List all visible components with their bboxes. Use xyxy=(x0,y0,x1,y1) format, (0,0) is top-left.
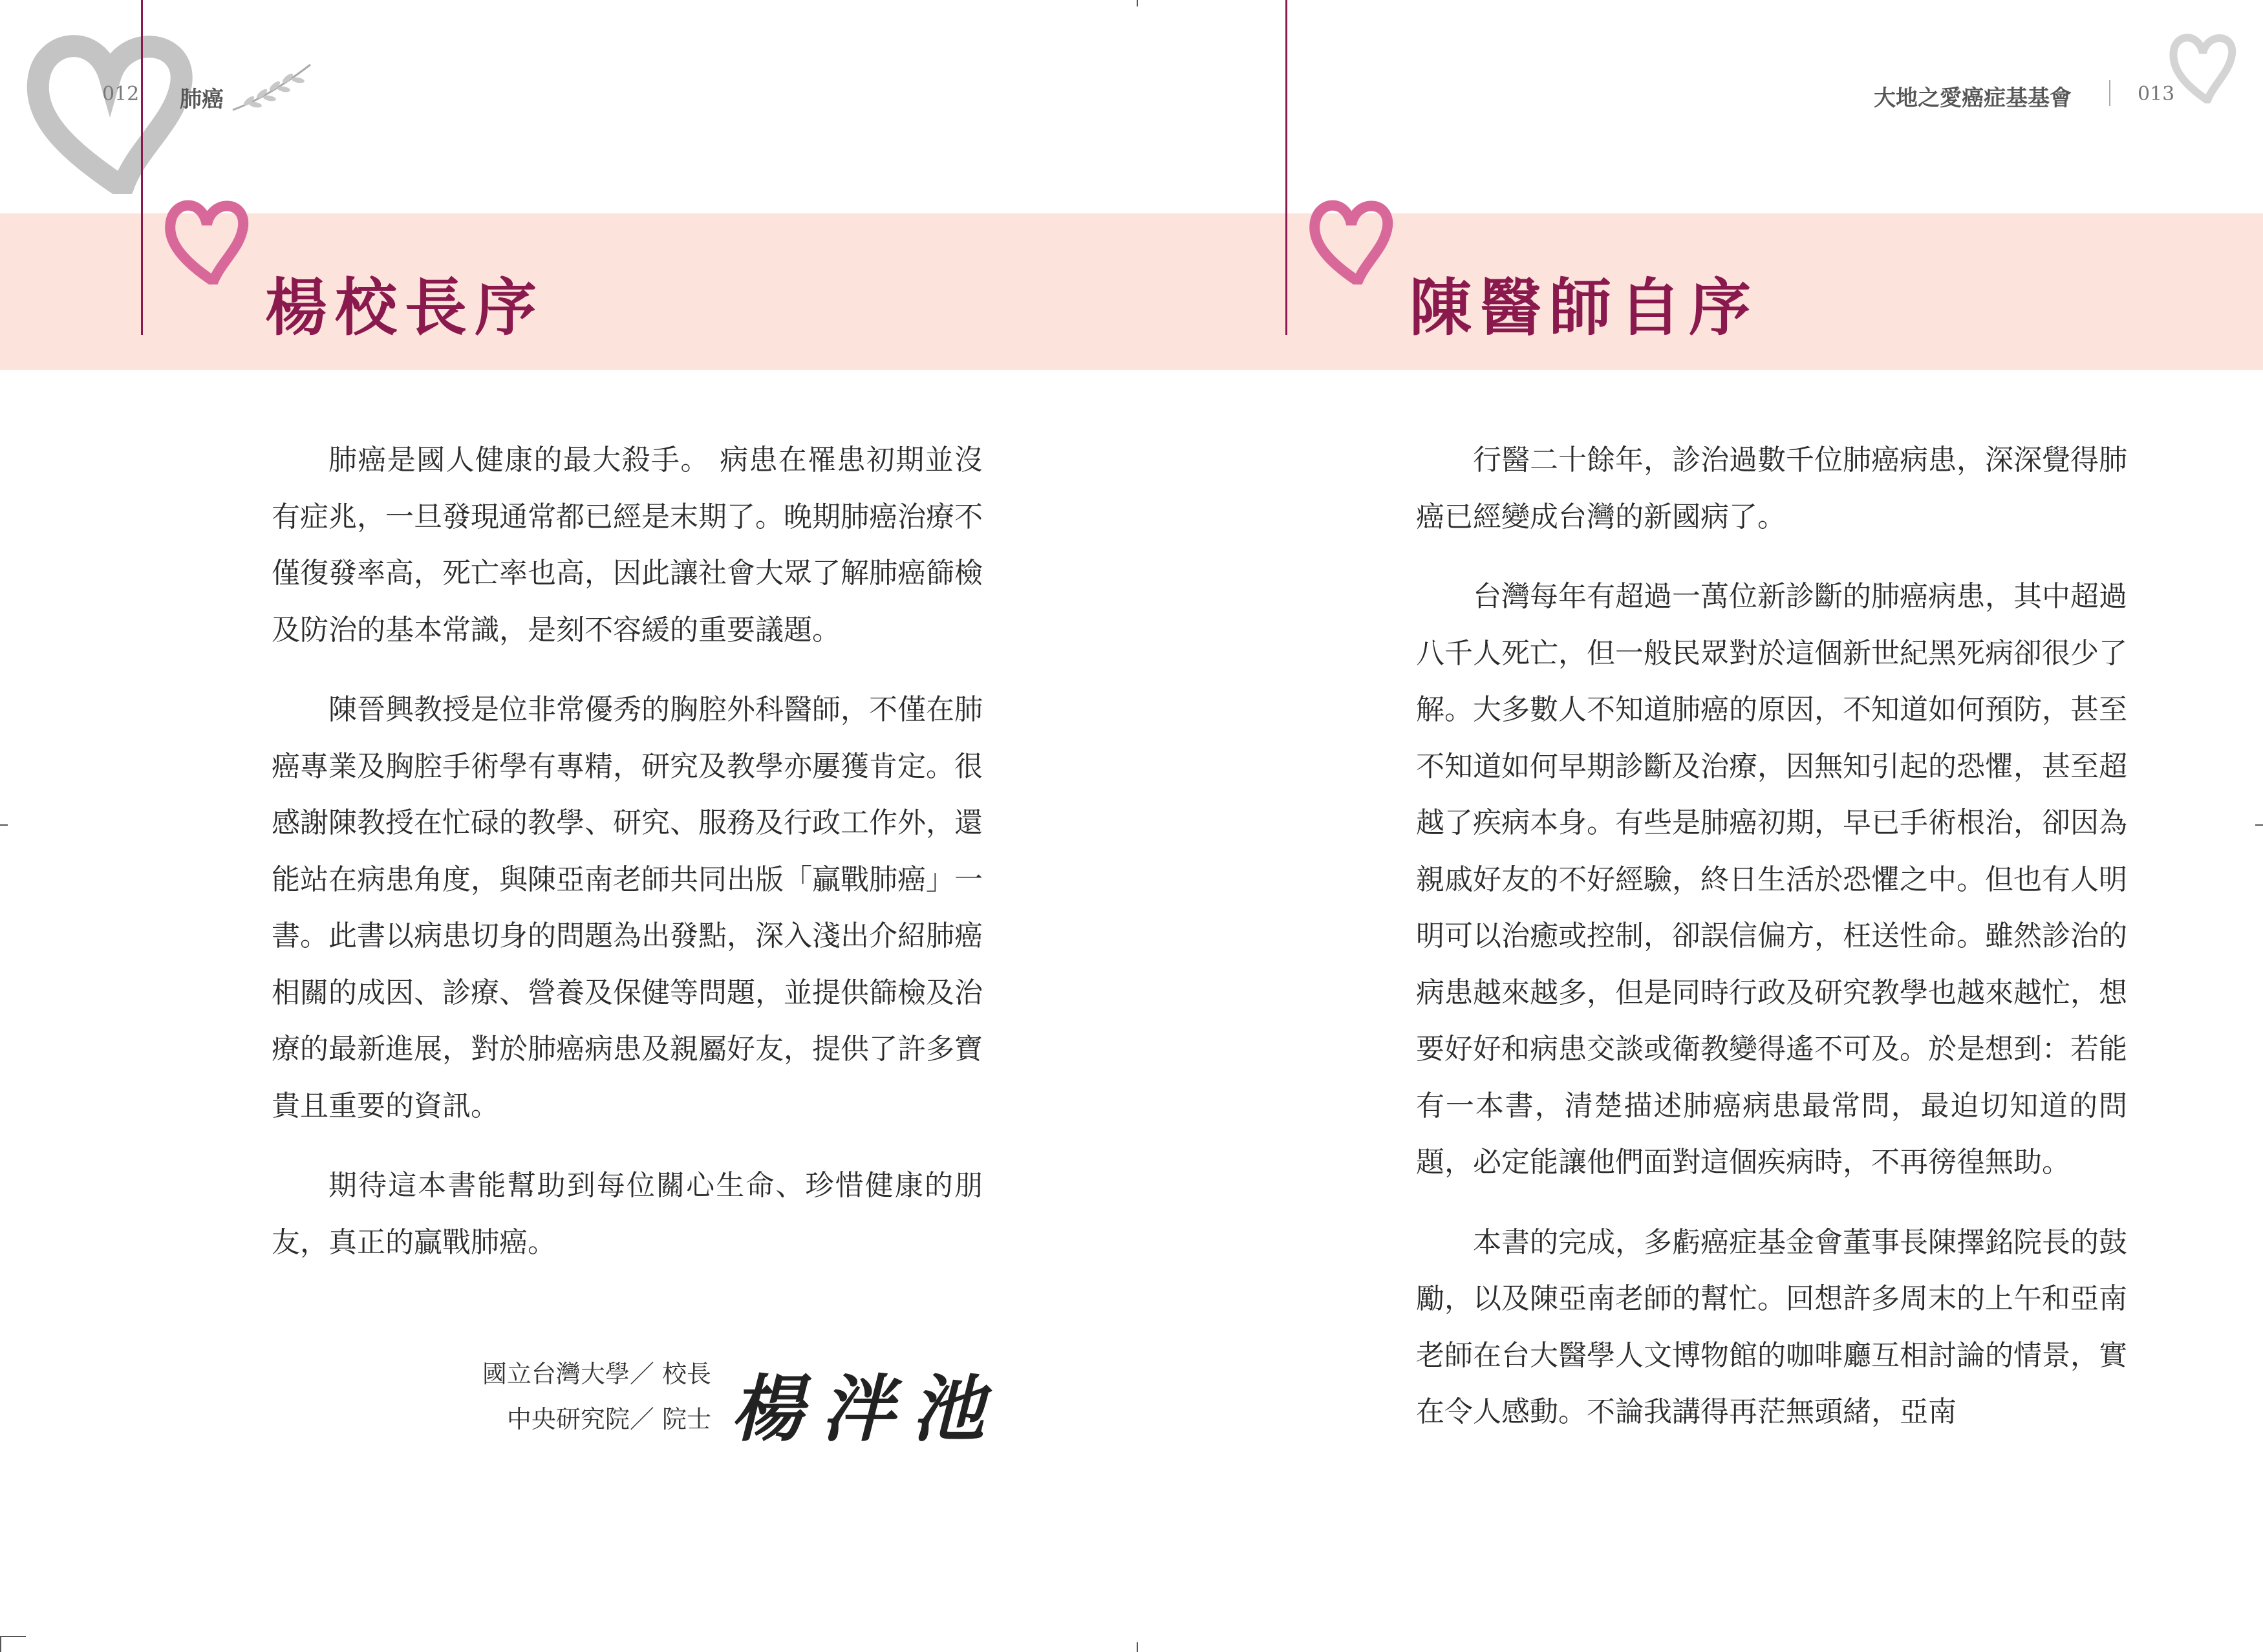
affiliation-line-2: 中央研究院／ 院士 xyxy=(506,1405,711,1433)
crop-mark xyxy=(1137,0,1138,6)
crop-mark xyxy=(0,1636,26,1637)
crop-mark xyxy=(0,1636,1,1652)
gray-ribbon-heart-icon xyxy=(26,19,194,194)
signature-name: 楊泮池 xyxy=(731,1367,1002,1452)
page-rule xyxy=(1285,0,1287,335)
gray-ribbon-heart-icon xyxy=(2167,26,2238,103)
body-text-right xyxy=(1416,432,2127,1464)
crop-mark xyxy=(2255,824,2263,826)
page-title-right: 陳醫師自序 xyxy=(1410,271,1759,344)
pink-ribbon-heart-icon xyxy=(162,191,252,284)
page-title-left: 楊校長序 xyxy=(265,271,544,344)
paragraph: 台灣每年有超過一萬位新診斷的肺癌病患，其中超過八千人死亡，但一般民眾對於這個新世紀黑死病卻很少了解。大多數人不知道肺癌的原因，不知道如何預防，甚至不知道如何早期診斷及治療，因無知引起的恐懼，甚至超越了疾病本身。有些是肺癌初期，早已手術根治，卻因為親戚好友的不好經驗，終日生活於恐懼之中。但也有人明明可以治癒或控制，卻誤信偏方，枉送性命。雖然診治的病患越來越多，但是同時行政及研究教學也越來越忙，想要好好和病患交談或衛教變得遙不可及。於是想到：若能有一本書，清楚描述肺癌病患最常問，最迫切知道的問題，必定能讓他們面對這個疾病時，不再徬徨無助。 xyxy=(1416,580,2127,1179)
laurel-ornament-icon xyxy=(230,58,314,116)
separator xyxy=(2109,80,2110,106)
paragraph: 本書的完成，多虧癌症基金會董事長陳擇銘院長的鼓勵，以及陳亞南老師的幫忙。回想許多周末的上午和亞南老師在台大醫學人文博物館的咖啡廳互相討論的情景，實在令人感動。不論我講得再茫無頭緒，亞南 xyxy=(1416,1225,2127,1428)
crop-mark xyxy=(0,824,8,826)
signature-affiliation xyxy=(414,1351,711,1442)
running-head-right: 大地之愛癌症基基會 xyxy=(1874,85,2072,111)
paragraph: 肺癌是國人健康的最大殺手。 病患在罹患初期並沒有症兆，一旦發現通常都已經是末期了。晚期肺癌治療不僅復發率高，死亡率也高，因此讓社會大眾了解肺癌篩檢及防治的基本常識，是刻不容緩的重要議題。 xyxy=(272,444,983,647)
paragraph: 陳晉興教授是位非常優秀的胸腔外科醫師，不僅在肺癌專業及胸腔手術學有專精，研究及教學亦屢獲肯定。很感謝陳教授在忙碌的教學、研究、服務及行政工作外，還能站在病患角度，與陳亞南老師共同出版「贏戰肺癌」一書。此書以病患切身的問題為出發點，深入淺出介紹肺癌相關的成因、診療、營養及保健等問題，並提供篩檢及治療的最新進展，對於肺癌病患及親屬好友，提供了許多寶貴且重要的資訊。 xyxy=(272,693,983,1122)
body-text-left xyxy=(272,432,983,1294)
paragraph: 行醫二十餘年，診治過數千位肺癌病患，深深覺得肺癌已經變成台灣的新國病了。 xyxy=(1416,444,2127,533)
pink-ribbon-heart-icon xyxy=(1306,191,1397,284)
running-head-left: 肺癌 xyxy=(180,87,224,113)
paragraph: 期待這本書能幫助到每位關心生命、珍惜健康的朋友，真正的贏戰肺癌。 xyxy=(272,1169,983,1259)
folio-right: 013 xyxy=(2138,83,2175,105)
page-rule xyxy=(141,0,143,335)
affiliation-line-1: 國立台灣大學／ 校長 xyxy=(482,1360,711,1388)
crop-mark xyxy=(1137,1642,1138,1652)
folio-left: 012 xyxy=(102,83,140,105)
